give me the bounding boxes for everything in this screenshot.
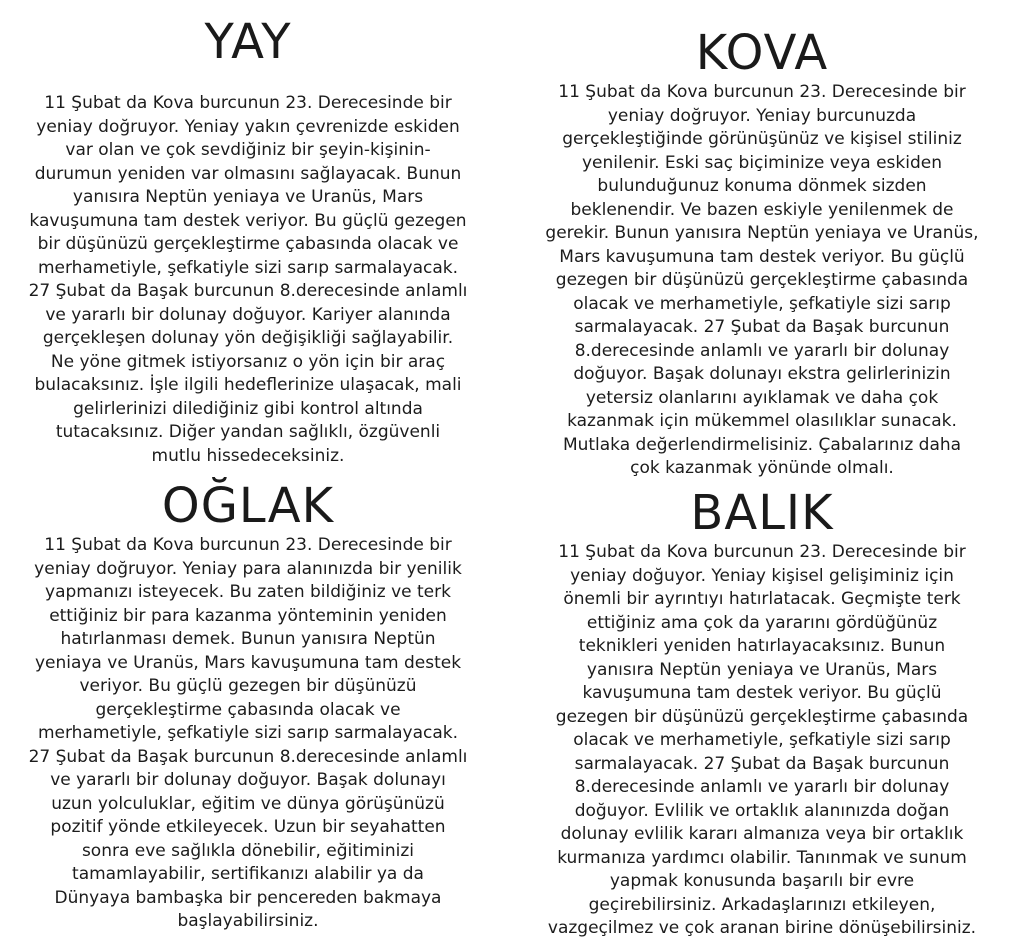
section-yay [0,14,496,468]
section-title-balik: BALIK [690,485,834,541]
section-text-balik: 11 Şubat da Kova burcunun 23. Derecesinde bir yeniay doğuyor. Yeniay kişisel gelişiminiz için önemli bir ayrıntıyı hatırlatacak. Geçmişte terk ettiğiniz ama çok da yararını gördüğünüz teknikleri yeniden hatırlayacaksınız. Bunun yanısıra Neptün yeniaya ve Uranüs, Mars kavuşumuna tam destek veriyor. Bu güçlü gezegen bir düşünüzü gerçekleştirme çabasında olacak ve merhametiyle, şefkatiyle sizi sarıp sarmalayacak. 27 Şubat da Başak burcunun 8.derecesinde anlamlı ve yararlı bir dolunay doğuyor. Evlilik ve ortaklık alanınızda doğan dolunay evlilik kararı almanıza veya bir ortaklık kurmanıza yardımcı olabilir. Tanınmak ve sunum yapmak konusunda başarılı bir evre geçirebilirsiniz. Arkadaşlarınızı etkileyen, vazgeçilmez ve çok aranan birine dönüşebilirsiniz. [547,542,977,938]
section-text-kova: 11 Şubat da Kova burcunun 23. Derecesinde bir yeniay doğruyor. Yeniay burcunuzda gerçekleştiğinde görünüşünüz ve kişisel stiliniz yenilenir. Eski saç biçiminize veya eskiden bulunduğunuz konuma dönmek sizden beklenendir. Ve bazen eskiyle yenilenmek de gerekir. Bunun yanısıra Neptün yeniaya ve Uranüs, Mars kavuşumuna tam destek veriyor. Bu güçlü gezegen bir düşünüzü gerçekleştirme çabasında olacak ve merhametiyle, şefkatiyle sizi sarıp sarmalayacak. 27 Şubat da Başak burcunun 8.derecesinde anlamlı ve yararlı bir dolunay doğuyor. Başak dolunayı ekstra gelirlerinizin yetersiz olanlarını ayıklamak ve daha çok kazanmak için mükemmel olasılıklar sunacak. Mutlaka değerlendirmelisiniz. Çabalarınız daha çok kazanmak yönünde olmalı. [545,82,979,478]
section-text-oglak: 11 Şubat da Kova burcunun 23. Derecesinde bir yeniay doğruyor. Yeniay para alanınızda bir yenilik yapmanızı isteyecek. Bu zaten bildiğiniz ve terk ettiğiniz bir para kazanma yönteminin yeniden hatırlanması demek. Bunun yanısıra Neptün yeniaya ve Uranüs, Mars kavuşumuna tam destek veriyor. Bu güçlü gezegen bir düşünüzü gerçekleştirme çabasında olacak ve merhametiyle, şefkatiyle sizi sarıp sarmalayacak. 27 Şubat da Başak burcunun 8.derecesinde anlamlı ve yararlı bir dolunay doğuyor. Başak dolunayı uzun yolculuklar, eğitim ve dünya görüşünüzü pozitif yönde etkileyecek. Uzun bir seyahatten sonra eve sağlıkla dönebilir, eğitiminizi tamamlayabilir, sertifikanızı alabilir ya da Dünyaya bambaşka bir pencereden bakmaya başlayabilirsiniz. [28,535,468,931]
section-oglak [0,478,496,934]
section-title-yay: YAY [204,14,292,70]
section-kova [500,25,1024,481]
section-title-kova: KOVA [695,25,829,81]
section-title-oglak: OĞLAK [161,478,335,534]
section-balik [500,485,1024,941]
section-text-yay: 11 Şubat da Kova burcunun 23. Derecesinde bir yeniay doğruyor. Yeniay yakın çevrenizde eskiden var olan ve çok sevdiğiniz bir şeyin-kişinin- durumun yeniden var olmasını sağlayacak. Bunun yanısıra Neptün yeniaya ve Uranüs, Mars kavuşumuna tam destek veriyor. Bu güçlü gezegen bir düşünüzü gerçekleştirme çabasında olacak ve merhametiyle, şefkatiyle sizi sarıp sarmalayacak. 27 Şubat da Başak burcunun 8.derecesinde anlamlı ve yararlı bir dolunay doğuyor. Kariyer alanında gerçekleşen dolunay yön değişikliği sağlayabilir. Ne yöne gitmek istiyorsanız o yön için bir araç bulacaksınız. İşle ilgili hedeflerinize ulaşacak, mali gelirlerinizi dilediğiniz gibi kontrol altında tutacaksınız. Diğer yandan sağlıklı, özgüvenli mutlu hissedeceksiniz. [28,93,468,466]
